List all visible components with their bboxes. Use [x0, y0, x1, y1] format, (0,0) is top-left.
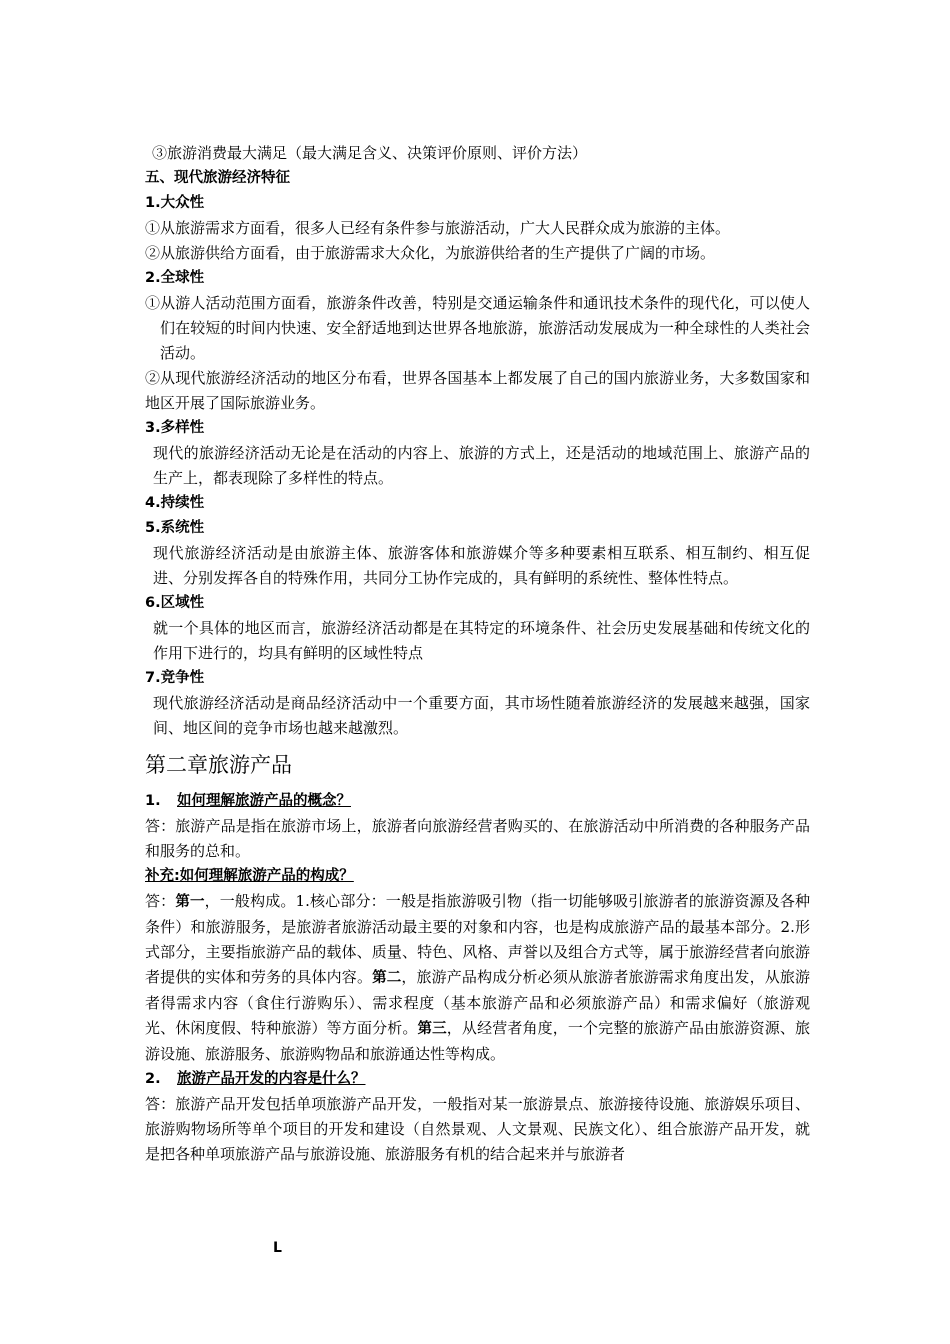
answer-2 [145, 889, 810, 1067]
paragraph-globality-a: ①从游人活动范围方面看，旅游条件改善，特别是交通运输条件和通讯技术条件的现代化，可以使人们在较短的时间内快速、安全舒适地到达世界各地旅游，旅游活动发展成为一种全球性的人类社会活动。 [145, 294, 810, 362]
paragraph-globality-b: ②从现代旅游经济活动的地区分布看，世界各国基本上都发展了自己的国内旅游业务，大多数国家和地区开展了国际旅游业务。 [145, 369, 810, 412]
supplement-question [145, 864, 810, 889]
answer-2-bold-3: 第三 [417, 1021, 447, 1037]
answer-2-bold-1: 第一 [175, 894, 205, 910]
section-heading-5: 五、现代旅游经济特征 [145, 170, 290, 186]
answer-1: 答：旅游产品是指在旅游市场上，旅游者向旅游经营者购买的、在旅游活动中所消费的各种服务产品和服务的总和。 [145, 817, 810, 860]
subheading-regional: 6.区域性 [145, 595, 205, 611]
subheading-popularity: 1.大众性 [145, 195, 205, 211]
paragraph-regional: 就一个具体的地区而言，旅游经济活动都是在其特定的环境条件、社会历史发展基础和传统文化的作用下进行的，均具有鲜明的区域性特点 [153, 619, 810, 662]
answer-2-part-1: 答： [145, 892, 176, 910]
answer-2-part-4: ，从经营者角度，一个完整的旅游产品由旅游资源、旅游设施、旅游服务、旅游购物品和旅游通达性等构成。 [145, 1019, 810, 1063]
subheading-sustainability: 4.持续性 [145, 495, 205, 511]
supplement-question-text: 补充:如何理解旅游产品的构成？ [145, 868, 354, 884]
document-page [145, 141, 810, 1167]
answer-2-bold-2: 第二 [372, 970, 402, 986]
question-1-number: 1. [145, 793, 161, 809]
question-2-text: 旅游产品开发的内容是什么？ [177, 1071, 366, 1087]
paragraph-popularity-a: ①从旅游需求方面看，很多人已经有条件参与旅游活动，广大人民群众成为旅游的主体。 [145, 219, 731, 237]
subheading-globality: 2.全球性 [145, 270, 205, 286]
page-footer-mark: L [273, 1240, 282, 1256]
question-1 [145, 789, 810, 814]
subheading-systematic: 5.系统性 [145, 520, 205, 536]
question-2-number: 2. [145, 1071, 161, 1087]
paragraph-competitive: 现代旅游经济活动是商品经济活动中一个重要方面，其市场性随着旅游经济的发展越来越强，国家间、地区间的竞争市场也越来越激烈。 [153, 694, 810, 737]
paragraph-systematic: 现代旅游经济活动是由旅游主体、旅游客体和旅游媒介等多种要素相互联系、相互制约、相互促进、分别发挥各自的特殊作用，共同分工协作完成的，具有鲜明的系统性、整体性特点。 [153, 544, 810, 587]
paragraph-diversity: 现代的旅游经济活动无论是在活动的内容上、旅游的方式上，还是活动的地域范围上、旅游产品的生产上，都表现除了多样性的特点。 [153, 444, 810, 487]
answer-2-part-2: ，一般构成。1.核心部分：一般是指旅游吸引物（指一切能够吸引旅游者的旅游资源及各种条件）和旅游服务，是旅游者旅游活动最主要的对象和内容，也是构成旅游产品的最基本部分。2.形式部分，主要指旅游产品的载体、质量、特色、风格、声誉以及组合方式等，属于旅游经营者向旅游者提供的实体和劳务的具体内容。 [145, 892, 810, 986]
question-1-text: 如何理解旅游产品的概念？ [177, 793, 351, 809]
paragraph-popularity-b: ②从旅游供给方面看，由于旅游需求大众化，为旅游供给者的生产提供了广阔的市场。 [145, 244, 716, 262]
chapter-title: 第二章旅游产品 [145, 753, 292, 777]
consumption-line: ③旅游消费最大满足（最大满足含义、决策评价原则、评价方法） [152, 144, 588, 162]
subheading-diversity: 3.多样性 [145, 420, 205, 436]
question-2 [145, 1067, 810, 1092]
answer-3: 答：旅游产品开发包括单项旅游产品开发，一般指对某一旅游景点、旅游接待设施、旅游娱乐项目、旅游购物场所等单个项目的开发和建设（自然景观、人文景观、民族文化）、组合旅游产品开发，就是把各种单项旅游产品与旅游设施、旅游服务有机的结合起来并与旅游者 [145, 1095, 810, 1163]
subheading-competitive: 7.竞争性 [145, 670, 205, 686]
answer-2-part-3: ，旅游产品构成分析必须从旅游者旅游需求角度出发，从旅游者得需求内容（食住行游购乐）、需求程度（基本旅游产品和必须旅游产品）和需求偏好（旅游观光、休闲度假、特种旅游）等方面分析。 [145, 968, 810, 1037]
